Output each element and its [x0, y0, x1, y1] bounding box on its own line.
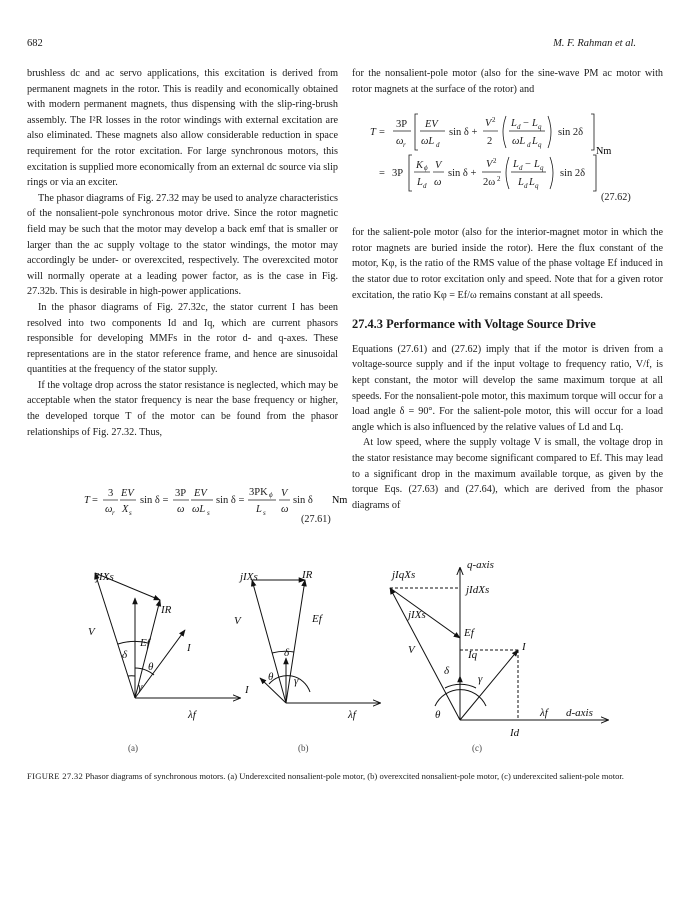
figure-caption-text: Phasor diagrams of synchronous motors. (a) Underexcited nonsalient-pole motor, (b) overexcited nonsalient-pole motor, (c) underexcited salient-pole motor.: [85, 771, 624, 781]
svg-text:L: L: [532, 136, 538, 147]
svg-text:ωL: ωL: [421, 136, 435, 147]
svg-text:2: 2: [492, 116, 496, 124]
subfigure-label-a: (a): [128, 743, 138, 753]
label-i-b: I: [245, 684, 249, 696]
svg-text:−: −: [525, 159, 531, 170]
figure-caption: [27, 770, 667, 783]
svg-text:ω: ω: [281, 504, 289, 515]
phasor-diagram-b: [234, 569, 380, 721]
svg-text:sin 2δ: sin 2δ: [558, 127, 584, 138]
left-paragraph-1: brushless dc and ac servo applications, this excitation is derived from permanent magnets in the rotor. This is readily and economically obtained with modern permanent magnets, thus dispensing with the slip-ring-brush assembly. The I²R losses in the rotor windings with external excitation are also eliminated. These magnets also allow considerable reduction in space requirement for the rotor excitation. For large synchronous motors, this excitation is supplied more economically from an external dc source via slip rings or via an exciter.: [27, 68, 338, 189]
svg-text:L: L: [529, 177, 535, 188]
svg-text:q: q: [538, 141, 542, 149]
svg-text:V: V: [486, 159, 493, 170]
label-v-a: V: [88, 626, 95, 638]
label-jiqxs-c: jIqXs: [392, 569, 416, 581]
left-column: [27, 66, 338, 440]
svg-text:L: L: [511, 118, 517, 129]
running-header-authors: M. F. Rahman et al.: [553, 38, 636, 49]
equation-27-61-number: (27.61): [301, 514, 331, 525]
equation-27-62: [370, 108, 670, 203]
svg-text:ωL: ωL: [192, 504, 206, 515]
svg-text:L: L: [513, 159, 519, 170]
svg-text:sin δ +: sin δ +: [448, 168, 477, 179]
label-delta-a: δ: [122, 649, 128, 661]
label-ir-b: IR: [302, 569, 313, 581]
svg-text:sin δ +: sin δ +: [449, 127, 478, 138]
svg-text:X: X: [122, 504, 129, 515]
svg-text:ω: ω: [396, 136, 404, 147]
svg-text:−: −: [523, 118, 529, 129]
svg-text:=: =: [379, 168, 385, 179]
svg-text:L: L: [417, 177, 423, 188]
label-jidxs-c: jIdXs: [466, 584, 490, 596]
svg-text:ω: ω: [105, 504, 113, 515]
label-jixs-a: jIXs: [96, 571, 114, 583]
svg-text:q: q: [540, 164, 544, 172]
label-theta-a: θ: [148, 661, 154, 673]
svg-text:L: L: [534, 159, 540, 170]
svg-text:2: 2: [487, 136, 493, 147]
equation-27-62-unit: Nm: [596, 146, 612, 157]
subfigure-label-c: (c): [472, 743, 482, 753]
svg-text:3: 3: [108, 488, 114, 499]
label-v-b: V: [234, 615, 241, 627]
equation-27-61-unit: Nm: [332, 495, 348, 506]
svg-text:sin δ =: sin δ =: [140, 495, 169, 506]
left-paragraph-3: In the phasor diagrams of Fig. 27.32c, the stator current I has been resolved into two components Id and Iq, which are current phasors responsible for developing MMFs in the rotor d- and q-axes. These representations are in the stator reference frame, and hence are sinusoidal quantities at the frequency of the stator supply.: [27, 301, 338, 376]
label-gamma-a: γ: [138, 681, 143, 693]
svg-text:2ω: 2ω: [483, 177, 496, 188]
svg-text:d: d: [519, 164, 523, 172]
svg-text:d: d: [524, 182, 528, 190]
svg-text:EV: EV: [121, 488, 134, 499]
svg-text:3P: 3P: [175, 488, 187, 499]
label-d-axis-c: d-axis: [566, 707, 593, 719]
svg-text:ω: ω: [434, 177, 442, 188]
equation-27-61-formula: [84, 484, 378, 520]
label-ef-b: Ef: [312, 613, 322, 625]
svg-text:EV: EV: [425, 119, 438, 130]
svg-text:ϕ: ϕ: [269, 491, 273, 499]
svg-text:ϕ: ϕ: [424, 164, 428, 172]
label-delta-b: δ: [284, 647, 290, 659]
label-jixs-b: jIXs: [240, 571, 258, 583]
svg-text:s: s: [207, 509, 210, 517]
right-after-equation-paragraph: for the salient-pole motor (also for the interior-magnet motor in which the rotor magnets are buried inside the rotor). Here the flux constant of the motor, Kφ, is the ratio of the RMS value of the phase voltage Ef induced in the stator due to rotor excitation only and speed. Note that for a given rotor excitation, the ratio Kφ = Ef/ω remains constant at all speeds.: [352, 227, 663, 301]
svg-text:d: d: [517, 123, 521, 131]
label-lambda-c: λf: [540, 707, 548, 719]
label-theta-b: θ: [268, 671, 274, 683]
svg-text:d: d: [423, 182, 427, 190]
svg-text:K: K: [416, 160, 424, 171]
label-gamma-b: γ: [294, 675, 299, 687]
svg-text:3P: 3P: [396, 119, 408, 130]
figure-27-32: [40, 558, 660, 763]
label-q-axis-c: q-axis: [467, 559, 494, 571]
label-ir-a: IR: [161, 604, 172, 616]
svg-text:sin δ: sin δ: [293, 495, 313, 506]
svg-text:r: r: [112, 509, 115, 517]
right-paragraph-2: At low speed, where the supply voltage V is small, the voltage drop in the stator resistance may become significant compared to Ef. This may lead to a significant drop in the maximum available torque, as given by the torque Eqs. (27.63) and (27.64), which are derived from the phasor diagrams of: [352, 437, 663, 511]
left-paragraph-4: If the voltage drop across the stator resistance is neglected, which may be acceptable when the stator frequency is near the base frequency or higher, the developed torque T of the motor can be found from the phasor relationships of Fig. 27.32. Thus,: [27, 379, 338, 438]
svg-text:s: s: [263, 509, 266, 517]
svg-text:r: r: [403, 141, 406, 149]
label-i-a: I: [187, 642, 191, 654]
label-gamma-c: γ: [478, 673, 483, 685]
phasor-diagram-a: [88, 571, 240, 721]
label-v-c: V: [408, 644, 415, 656]
svg-text:L: L: [256, 504, 262, 515]
equation-27-61: [84, 484, 378, 525]
label-theta-c: θ: [435, 709, 441, 721]
label-id-c: Id: [510, 727, 520, 739]
svg-text:EV: EV: [194, 488, 207, 499]
label-jixs-c: jIXs: [408, 609, 426, 621]
equation-27-62-number: (27.62): [601, 192, 631, 203]
svg-text:V: V: [485, 118, 492, 129]
svg-text:d: d: [527, 141, 531, 149]
svg-text:ωL: ωL: [512, 136, 526, 147]
svg-text:3PK: 3PK: [249, 487, 268, 498]
equation-27-62-formula: [370, 108, 670, 198]
label-delta-c: δ: [444, 665, 450, 677]
right-paragraph-1: Equations (27.61) and (27.62) imply that if the motor is driven from a voltage-source supply and if the input voltage to frequency ratio, V/f, is kept constant, the motor will develop the same maximum torque at all speeds. For the nonsalient-pole motor, this maximum torque will occur for a load angle δ = 90°. For the salient-pole motor, this will occur for a load angle which is also influenced by the relative values of Ld and Lq.: [352, 343, 663, 433]
subfigure-label-b: (b): [298, 743, 309, 753]
svg-text:=: =: [92, 495, 98, 506]
label-lambda-a: λf: [188, 709, 196, 721]
right-intro-paragraph: for the nonsalient-pole motor (also for the sine-wave PM ac motor with rotor magnets at the surface of the rotor) and: [352, 68, 663, 95]
section-title: 27.4.3 Performance with Voltage Source Drive: [352, 317, 596, 332]
svg-text:L: L: [532, 118, 538, 129]
svg-text:ω: ω: [177, 504, 185, 515]
svg-text:q: q: [535, 182, 539, 190]
svg-text:q: q: [538, 123, 542, 131]
svg-text:V: V: [435, 160, 442, 171]
svg-text:T: T: [84, 495, 90, 506]
svg-text:d: d: [436, 141, 440, 149]
svg-text:2: 2: [493, 157, 497, 165]
svg-text:3P: 3P: [392, 168, 404, 179]
phasor-diagram-c: [390, 559, 608, 739]
svg-text:2: 2: [497, 175, 501, 183]
label-ef-c: Ef: [464, 627, 474, 639]
phasor-diagrams: [40, 558, 660, 758]
svg-text:V: V: [281, 488, 288, 499]
label-i-c: I: [522, 641, 526, 653]
label-ef-a: Ef: [140, 637, 150, 649]
svg-text:T: T: [370, 127, 376, 138]
svg-text:=: =: [379, 127, 385, 138]
figure-caption-label: FIGURE 27.32: [27, 771, 84, 781]
left-paragraph-2: The phasor diagrams of Fig. 27.32 may be used to analyze characteristics of the nonsalient-pole synchronous motor drive. Since the rotor magnetic field may be such that the motor may develop a back emf that is smaller or larger than the ac supply voltage to the stator windings, the motor may accordingly be under- or overexcited, respectively. The overexcited motor will normally operate at a leading power factor, as is the case in Fig. 27.32b. This is desirable in high-power applications.: [27, 192, 338, 298]
label-lambda-b: λf: [348, 709, 356, 721]
svg-text:sin 2δ: sin 2δ: [560, 168, 586, 179]
svg-text:s: s: [129, 509, 132, 517]
svg-text:sin δ =: sin δ =: [216, 495, 245, 506]
page-number: 682: [27, 38, 43, 49]
label-iq-c: Iq: [468, 649, 478, 661]
svg-text:L: L: [518, 177, 524, 188]
